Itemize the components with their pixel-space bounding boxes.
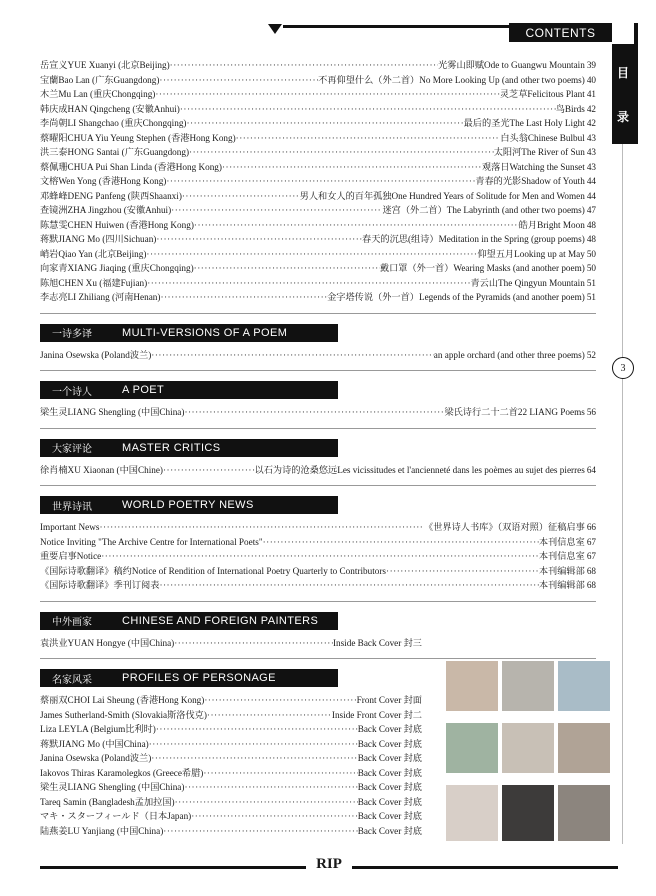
toc-entry[interactable] [40,708,424,723]
toc-title: Back Cover 封底 [357,738,422,749]
toc-page: 56 [586,407,596,417]
toc-entry[interactable] [40,722,424,737]
leader-dots [163,463,255,478]
leader-dots [166,174,475,189]
toc-title: 《世界诗人书库》（双语对照）征稿启事 [424,522,585,532]
section-divider [40,658,596,659]
section-heading-en: A POET [122,384,165,396]
toc-author: Iakovos Thiras Karamolegkos (Greece希腊) [40,767,204,778]
toc-title: 本刊信息室 [538,536,585,547]
leader-dots [180,102,556,117]
section-heading [40,669,338,687]
toc-page: 43 [586,132,596,143]
section-heading [40,612,338,630]
section-heading-en: CHINESE AND FOREIGN PAINTERS [122,614,319,627]
toc-title: 仰望五月Looking up at May [477,248,585,259]
toc-author: 《国际诗歌翻译》季刊订阅表 [40,580,160,590]
leader-dots [99,520,424,535]
toc-entry[interactable] [40,578,596,593]
section-heading-en: PROFILES OF PERSONAGE [122,672,276,684]
toc-author: 陈慧雯CHEN Huiwen (香港Hong Kong) [40,219,194,230]
leader-dots [163,824,357,839]
toc-entry[interactable] [40,203,596,218]
toc-entry[interactable] [40,564,596,579]
toc-entry[interactable] [40,87,596,102]
toc-entry[interactable] [40,145,596,160]
author-photo [557,722,611,774]
side-tab-edge [634,23,638,144]
leader-dots [149,737,358,752]
toc-author: 《国际诗歌翻译》稿约Notice of Rendition of International Poetry Quarterly to Contributors [40,565,387,576]
section-entries [40,463,596,478]
toc-author: 查镜洲ZHA Jingzhou (安徽Anhui) [40,205,172,215]
leader-dots [184,780,357,795]
toc-title: 迷宫（外二首）The Labyrinth (and other two poems) [382,205,585,215]
toc-page: 66 [586,522,596,532]
toc-author: 蔡曜阳CHUA Yiu Yeung Stephen (香港Hong Kong) [40,132,236,143]
leader-dots [203,766,357,781]
leader-dots [186,116,463,131]
author-photo [501,722,555,774]
toc-title: Back Cover 封底 [357,724,422,734]
toc-page: 51 [586,277,596,288]
leader-dots [151,751,357,766]
toc-page: 41 [586,89,596,99]
toc-page: 47 [586,205,596,215]
toc-author: 重要启事Notice [40,551,102,561]
toc-title: 金字塔传说（外一首）Legends of the Pyramids (and another poem) [327,292,585,302]
footer-rule-left [40,866,306,869]
toc-page: 51 [586,292,596,302]
toc-author: James Sutherland-Smith (Slovakia斯洛伐克) [40,709,207,720]
footer-brand: RIP [316,856,342,872]
toc-author: Janina Osewska (Poland波兰) [40,349,152,360]
toc-author: 峭岩Qiao Yan (北京Beijing) [40,248,147,259]
toc-title: 观落日Watching the Sunset [481,161,585,172]
toc-title: Back Cover 封底 [357,811,422,821]
section-entries [40,405,596,420]
leader-dots [236,131,501,146]
toc-author: 陆燕姜LU Yanjiang (中国China) [40,825,164,836]
side-tab-char-2: 录 [616,109,629,124]
toc-title: 青云山The Qingyun Mountain [470,277,585,288]
toc-page: 44 [586,190,596,201]
section-heading-zh: 世界诗讯 [52,501,92,513]
toc-entry[interactable] [40,795,424,810]
section-divider [40,601,596,602]
contents-label: CONTENTS [509,23,612,42]
toc-page: 68 [586,580,596,590]
toc-author: Janina Osewska (Poland波兰) [40,753,152,763]
leader-dots [159,578,538,593]
margin-rule [622,144,623,844]
toc-title: 本刊信息室 [538,551,585,561]
toc-entry[interactable] [40,809,424,824]
toc-page: 44 [586,176,596,186]
toc-entry[interactable] [40,261,596,276]
toc-entry[interactable] [40,131,596,146]
toc-page: 48 [586,234,596,244]
toc-entry[interactable] [40,218,596,233]
toc-page: 43 [586,147,596,157]
leader-dots [184,405,444,420]
section-divider [40,485,596,486]
toc-title: 最后的圣光The Last Holy Light [463,118,585,128]
author-photo [445,784,499,842]
toc-entry[interactable] [40,232,596,247]
toc-title: 男人和女人的百年孤独One Hundred Years of Solitude for Men and Women [299,190,585,201]
toc-title: 本刊编辑部 [538,565,585,576]
toc-page: 50 [586,263,596,273]
section-heading [40,381,338,399]
section-heading-en: MULTI-VERSIONS OF A POEM [122,326,288,339]
toc-title: 青春的光影Shadow of Youth [475,176,585,186]
toc-author: Notice Inviting "The Archive Centre for International Poets" [40,536,263,547]
author-photo [557,784,611,842]
section-heading-en: WORLD POETRY NEWS [122,499,254,511]
author-photo-collage [443,660,613,847]
toc-entry[interactable] [40,160,596,175]
section-divider [40,370,596,371]
toc-author: 文榕Wen Yong (香港Hong Kong) [40,176,167,186]
toc-entry[interactable] [40,549,596,564]
toc-author: 木兰Mu Lan (重庆Chongqing) [40,89,156,99]
toc-author: 蔡丽双CHOI Lai Sheung (香港Hong Kong) [40,695,205,705]
toc-author: 蒋默JIANG Mo (中国China) [40,738,149,749]
toc-entry[interactable] [40,463,596,478]
header-triangle-marker [268,24,282,34]
toc-page: 42 [586,103,596,114]
toc-entry[interactable] [40,535,596,550]
leader-dots [160,290,327,305]
leader-dots [189,145,494,160]
side-tab [612,44,634,144]
toc-entry[interactable] [40,290,596,305]
toc-title: 春天的沉思(组诗）Meditation in the Spring (group poems) [362,234,585,244]
toc-title: 灵芝草Felicitous Plant [499,89,585,99]
toc-entry[interactable] [40,276,596,291]
toc-title: 白头翁Chinese Bulbul [500,132,585,143]
page-number: 3 [612,357,634,379]
leader-dots [170,58,438,73]
section-heading-zh: 一诗多译 [52,329,92,340]
toc-author: Liza LEYLA (Belgium比利时) [40,724,156,734]
toc-author: 梁生灵LIANG Shengling (中国China) [40,782,185,792]
toc-title: an apple orchard (and other three poems) [433,349,585,360]
toc-author: 邓蜂峰DENG Panfeng (陕西Shaanxi) [40,190,182,201]
toc-entry[interactable] [40,116,596,131]
toc-author: 向家青XIANG Jiaqing (重庆Chongqing) [40,263,194,273]
leader-dots [156,722,358,737]
toc-entry[interactable] [40,520,596,535]
toc-page: 67 [586,551,596,561]
author-photo [501,784,555,842]
leader-dots [159,73,318,88]
toc-page: 43 [586,161,596,172]
section-heading-zh: 大家评论 [52,444,92,455]
section-heading [40,439,338,457]
leader-dots [171,203,382,218]
author-photo [501,660,555,712]
toc-entry[interactable] [40,189,596,204]
section-heading-zh: 中外画家 [52,617,92,628]
toc-title: Back Cover 封底 [357,825,422,836]
toc-page: 68 [586,565,596,576]
toc-title: Inside Front Cover 封二 [331,709,422,720]
section-divider [40,428,596,429]
toc-title: Back Cover 封底 [357,782,422,792]
toc-title: Back Cover 封底 [357,796,422,807]
toc-title: 戴口罩（外一首）Wearing Masks (and another poem) [379,263,585,273]
toc-entry[interactable] [40,174,596,189]
toc-author: マキ・スターフィールド（日本Japan) [40,811,192,821]
toc-page: 50 [586,248,596,259]
toc-entry[interactable] [40,824,424,839]
toc-title: 本刊编辑部 [538,580,585,590]
section-heading [40,496,338,514]
author-photo [557,660,611,712]
leader-dots [146,247,477,262]
toc-title: Back Cover 封底 [357,767,422,778]
leader-dots [101,549,539,564]
toc-page: 48 [586,219,596,230]
toc-author: 李志亮LI Zhiliang (河南Henan) [40,292,161,302]
leader-dots [386,564,539,579]
section-heading [40,324,338,342]
section-heading-en: MASTER CRITICS [122,441,221,454]
leader-dots [147,276,470,291]
toc-author: 徐肖楠XU Xiaonan (中国Chine) [40,464,163,475]
toc-page: 64 [586,464,596,475]
leader-dots [151,348,434,363]
toc-entry[interactable] [40,636,424,651]
section-entries [40,520,596,593]
toc-title: 太阳河The River of Sun [493,147,585,157]
toc-title: Front Cover 封面 [356,695,422,705]
toc-title: 不再仰望什么（外二首）No More Looking Up (and other two poems) [318,74,585,85]
toc-author: 梁生灵LIANG Shengling (中国China) [40,407,185,417]
toc-author: Tareq Samin (Bangladesh孟加拉国) [40,796,175,807]
leader-dots [182,189,300,204]
toc-entry[interactable] [40,247,596,262]
toc-page: 67 [586,536,596,547]
toc-author: Important News [40,522,100,532]
toc-author: 韩庆成HAN Qingcheng (安徽Anhui) [40,103,180,114]
leader-dots [263,535,539,550]
toc-entry[interactable] [40,73,596,88]
toc-title: 以石为诗的沧桑悠远Les vicissitudes et l'ancienneté dans les poèmes au sujet des pierres [254,464,585,475]
toc-title: 皓月Bright Moon [518,219,585,230]
toc-title: 鸟Birds [555,103,585,114]
author-photo [445,660,499,712]
toc-author: 袁洪业YUAN Hongye (中国China) [40,637,175,648]
toc-entry[interactable] [40,766,424,781]
toc-title: 梁氏诗行二十二首22 LIANG Poems [444,407,585,417]
section-entries [40,636,596,651]
footer-rule-right [352,866,618,869]
leader-dots [174,636,333,651]
toc-author: 岳宣义YUE Xuanyi (北京Beijing) [40,60,170,70]
toc-author: 蒋默JIANG Mo (四川Sichuan) [40,234,157,244]
side-tab-char-1: 目 [616,65,629,80]
section-heading-zh: 一个诗人 [52,386,92,398]
leader-dots [191,809,357,824]
leader-dots [194,218,519,233]
toc-author: 李尚朝LI Shangchao (重庆Chongqing) [40,118,187,128]
section-entries [40,348,596,363]
leader-dots [155,87,499,102]
toc-author: 宝蘭Bao Lan (广东Guangdong) [40,74,160,85]
toc-entry[interactable] [40,780,424,795]
toc-author: 洪三泰HONG Santai (广东Guangdong) [40,147,190,157]
leader-dots [207,708,332,723]
toc-author: 陈旭CHEN Xu (福建Fujian) [40,277,148,288]
toc-entry[interactable] [40,405,596,420]
toc-page: 40 [586,74,596,85]
toc-page: 39 [586,60,596,70]
toc-page: 52 [586,349,596,360]
toc-title: Inside Back Cover 封三 [332,637,422,648]
toc-entry[interactable] [40,58,596,73]
toc-title: Back Cover 封底 [357,753,422,763]
toc-entry[interactable] [40,348,596,363]
toc-entry[interactable] [40,102,596,117]
leader-dots [222,160,482,175]
leader-dots [194,261,380,276]
leader-dots [175,795,358,810]
section-heading-zh: 名家风采 [52,674,92,686]
toc-entry[interactable] [40,693,424,708]
toc-entry[interactable] [40,751,424,766]
toc-title: 光雾山即赋Ode to Guangwu Mountain [438,60,585,70]
leader-dots [156,232,362,247]
toc-page: 42 [586,118,596,128]
leader-dots [204,693,356,708]
toc-author: 蔡佩珊CHUA Pui Shan Linda (香港Hong Kong) [40,161,222,172]
toc-entry[interactable] [40,737,424,752]
section-divider [40,313,596,314]
author-photo [445,722,499,774]
